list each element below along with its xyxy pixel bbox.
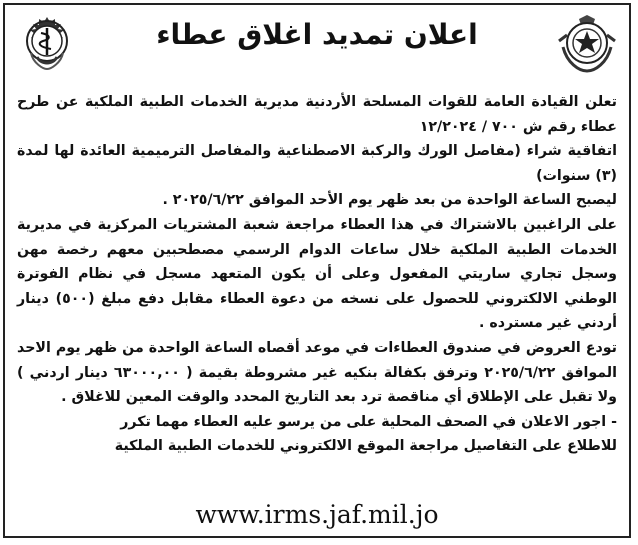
royal-medical-services-emblem-icon <box>17 13 77 75</box>
advertising-fees-note: - اجور الاعلان في الصحف المحلية على من يرسو عليه العطاء مهما تكرر <box>120 413 617 430</box>
tender-subject: اتفاقية شراء (مفاصل الورك والركبة الاصطناعية والمفاصل الترميمية العائدة لها لمدة (٣) سنوات) <box>17 143 617 184</box>
details-note: للاطلاع على التفاصيل مراجعة الموقع الالكتروني للخدمات الطبية الملكية <box>114 438 617 455</box>
notice-title: اعلان تمديد اغلاق عطاء <box>156 18 478 51</box>
notice-body <box>17 90 617 459</box>
armed-forces-emblem-icon <box>557 13 617 75</box>
participation-requirements: على الراغبين بالاشتراك في هذا العطاء مراجعة شعبة المشتريات المركزية في مديرية الخدمات الطبية الملكية خلال ساعات الدوام الرسمي مصطحبين معهم رخصة مهن وسجل تجاري ساريتي المفعول وعلى أن يكون المتعهد مسجل في نظام الفوترة الوطني الالكتروني للحصول على نسخه من دعوة العطاء مقابل دفع مبلغ (٥٠٠) دينار أردني غير مسترده . <box>17 216 617 332</box>
opening-paragraph: تعلن القيادة العامة للقوات المسلحة الأردنية مديرية الخدمات الطبية الملكية عن طرح عطاء رقم ش ٧٠٠ / ١٢/٢٠٢٤ <box>17 94 617 135</box>
extension-date: ليصبح الساعة الواحدة من بعد ظهر يوم الأحد الموافق ٢٠٢٥/٦/٢٢ . <box>162 192 617 209</box>
website-link[interactable]: www.irms.jaf.mil.jo <box>195 500 439 529</box>
notice-frame <box>3 3 631 538</box>
submission-details: تودع العروض في صندوق العطاءات في موعد أقصاه الساعة الواحدة من ظهر يوم الاحد الموافق ٢٠٢٥/٦/٢٢ وترفق بكفالة بنكيه غير مشروطة بقيمة ( ٦٣٠٠٠,٠٠ دينار اردني ) ولا تقبل على الإطلاق أي مناقصة ترد بعد التاريخ المحدد والوقت المعين للاغلاق . <box>17 339 617 406</box>
